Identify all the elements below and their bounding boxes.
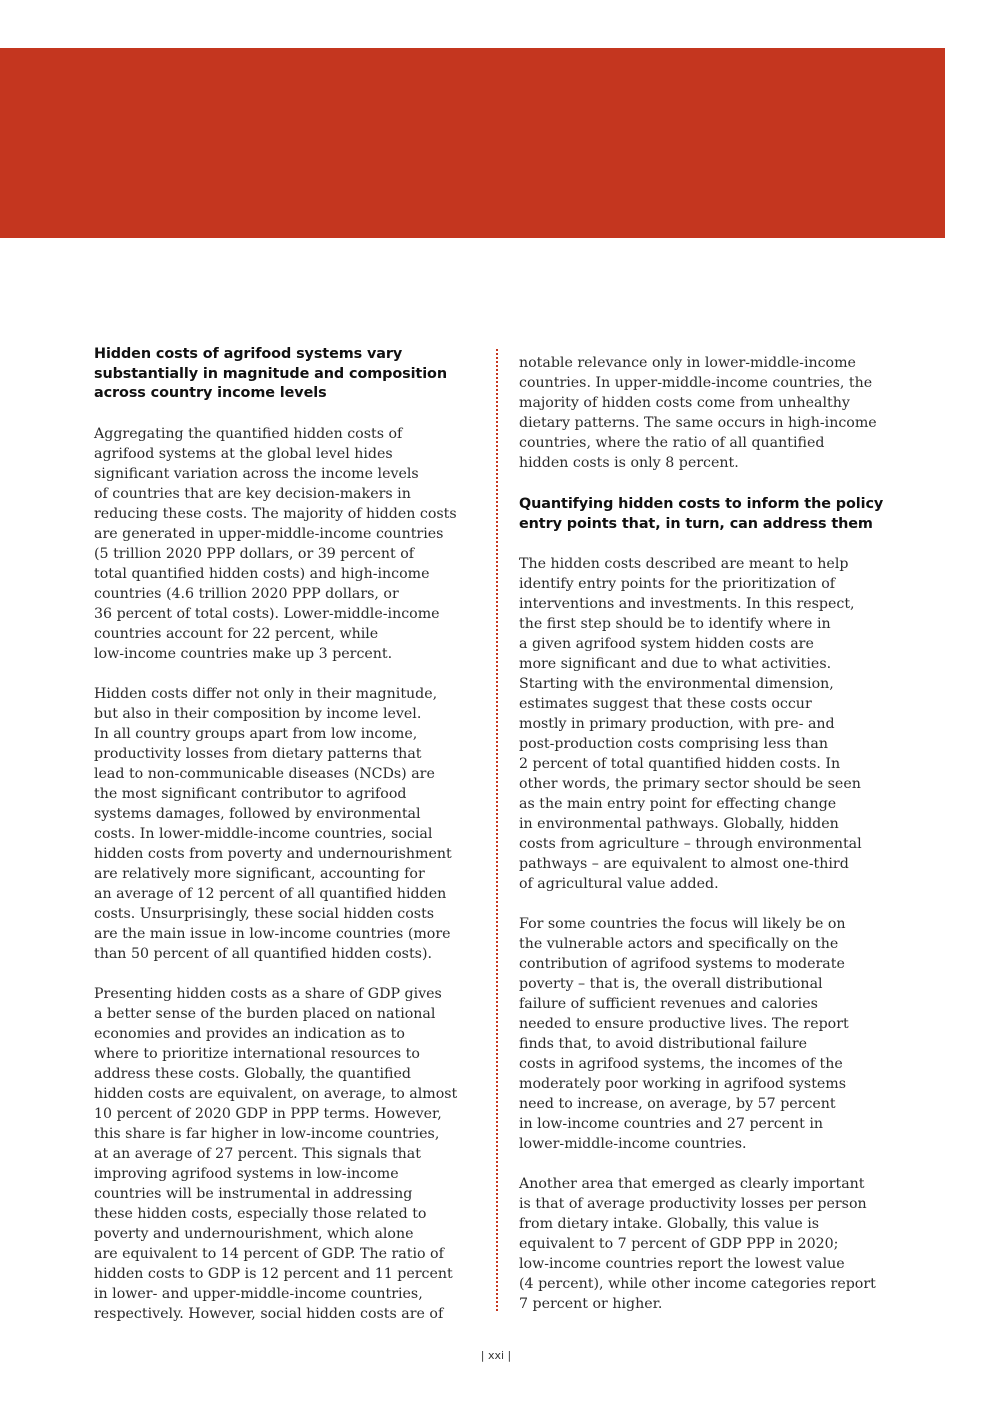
right-column (519, 353, 899, 1334)
paragraph-continuation: notable relevance only in lower-middle-income countries. In upper-middle-income countries, the majority of hidden costs come from unhealthy dietary patterns. The same occurs in high-income countries, where the ratio of all quantified hidden costs is only 8 percent. (519, 355, 877, 471)
paragraph: Another area that emerged as clearly important is that of average productivity losses per person from dietary intake. Globally, this value is equivalent to 7 percent of GDP PPP in 2020; low-income countries report the lowest value (4 percent), while other income categories report 7 percent or higher. (519, 1176, 876, 1312)
section-heading-policy-entry-points: Quantifying hidden costs to inform the policy entry points that, in turn, can address them (519, 496, 884, 532)
page-number: | xxi | (480, 1349, 512, 1362)
column-divider (496, 349, 498, 1311)
paragraph: For some countries the focus will likely be on the vulnerable actors and specifically on the contribution of agrifood systems to moderate poverty – that is, the overall distributional failure of sufficient revenues and calories needed to ensure productive lives. The report finds that, to avoid distributional failure costs in agrifood systems, the incomes of the moderately poor working in agrifood systems need to increase, on average, by 57 percent in low-income countries and 27 percent in lower-middle-income countries. (519, 916, 849, 1152)
section-heading-income-levels: Hidden costs of agrifood systems vary substantially in magnitude and composition across country income levels (94, 346, 447, 401)
header-banner (0, 48, 945, 238)
paragraph: Hidden costs differ not only in their magnitude, but also in their composition by income level. In all country groups apart from low income, productivity losses from dietary patterns that lead to non-communicable diseases (NCDs) are the most significant contributor to agrifood systems damages, followed by environmental costs. In lower-middle-income countries, social hidden costs from poverty and undernourishment are relatively more significant, accounting for an average of 12 percent of all quantified hidden costs. Unsurprisingly, these social hidden costs are the main issue in low-income countries (more than 50 percent of all quantified hidden costs). (94, 685, 452, 962)
left-column (94, 345, 479, 1344)
paragraph: Aggregating the quantified hidden costs of agrifood systems at the global level hides significant variation across the income levels of countries that are key decision-makers in reducing these costs. The majority of hidden costs are generated in upper-middle-income countries (5 trillion 2020 PPP dollars, or 39 percent of total quantified hidden costs) and high-income countries (4.6 trillion 2020 PPP dollars, or 36 percent of total costs). Lower-middle-income countries account for 22 percent, while low-income countries make up 3 percent. (94, 425, 457, 662)
paragraph: The hidden costs described are meant to help identify entry points for the prioritization of interventions and investments. In this respect, the first step should be to identify where in a given agrifood system hidden costs are more significant and due to what activities. Starting with the environmental dimension, estimates suggest that these costs occur mostly in primary production, with pre- and post-production costs comprising less than 2 percent of total quantified hidden costs. In other words, the primary sector should be seen as the main entry point for effecting change in environmental pathways. Globally, hidden costs from agriculture – through environmental pathways – are equivalent to almost one-third of agricultural value added. (519, 556, 862, 892)
paragraph: Presenting hidden costs as a share of GDP gives a better sense of the burden placed on national economies and provides an indication as to where to prioritize international resources to address these costs. Globally, the quantified hidden costs are equivalent, on average, to almost 10 percent of 2020 GDP in PPP terms. However, this share is far higher in low-income countries, at an average of 27 percent. This signals that improving agrifood systems in low-income countries will be instrumental in addressing these hidden costs, especially those related to poverty and undernourishment, which alone are equivalent to 14 percent of GDP. The ratio of hidden costs to GDP is 12 percent and 11 percent in lower- and upper-middle-income countries, respectively. However, social hidden costs are of (94, 985, 458, 1322)
